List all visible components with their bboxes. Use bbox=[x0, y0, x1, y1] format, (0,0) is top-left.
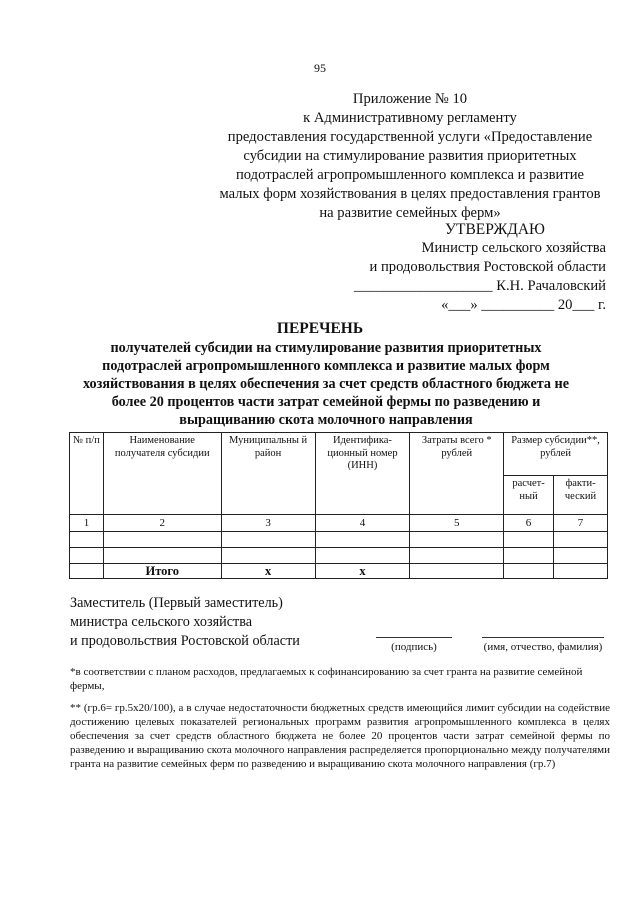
column-number: 5 bbox=[410, 515, 504, 532]
approval-position-line1: Министр сельского хозяйства bbox=[421, 240, 606, 256]
header-costs: Затраты всего * рублей bbox=[410, 433, 504, 515]
approval-signature-line: ___________________ К.Н. Рачаловский bbox=[353, 278, 606, 294]
table-row bbox=[70, 531, 608, 547]
empty-cell bbox=[103, 531, 221, 547]
appendix-block bbox=[190, 90, 630, 223]
column-number: 3 bbox=[221, 515, 315, 532]
column-number: 4 bbox=[315, 515, 410, 532]
subtitle-line: более 20 процентов части затрат семейной фермы по разведению и bbox=[111, 394, 541, 410]
signatory-line1: Заместитель (Первый заместитель) bbox=[70, 595, 283, 611]
approval-position-line2: и продовольствия Ростовской области bbox=[369, 259, 606, 275]
approval-date-line: «___» __________ 20___ г. bbox=[441, 297, 606, 313]
column-number: 2 bbox=[103, 515, 221, 532]
appendix-line: подотраслей агропромышленного комплекса и развитие bbox=[236, 167, 584, 183]
header-name: Наименование получателя субсидии bbox=[103, 433, 221, 515]
appendix-line: Приложение № 10 bbox=[352, 91, 468, 107]
signatory-line3: и продовольствия Ростовской области bbox=[70, 633, 300, 649]
empty-cell bbox=[70, 563, 104, 578]
footnote-2: ** (гр.6= гр.5х20/100), а в случае недостаточности бюджетных средств имеющийся лимит субсидии на содействие достижению целевых показателей региональных программ развития агропромышленного комплекса в целях обеспечения за счет средств областного бюджета не более 20 процентов части затрат семейной фермы по разведению и выращиванию скота молочного направления распределяется пропорционально между получателями гранта на развитие семейных ферм по разведению и выращиванию скота молочного направления (гр.7) bbox=[70, 702, 610, 770]
appendix-line: к Административному регламенту bbox=[303, 110, 517, 126]
empty-cell bbox=[504, 563, 554, 578]
total-district-mark: х bbox=[221, 563, 315, 578]
empty-cell bbox=[315, 547, 410, 563]
column-number: 1 bbox=[70, 515, 104, 532]
total-label: Итого bbox=[103, 563, 221, 578]
subtitle-line: выращиванию скота молочного направления bbox=[179, 412, 473, 428]
approval-block bbox=[330, 220, 630, 315]
recipients-table bbox=[69, 432, 608, 579]
signatory-line2: министра сельского хозяйства bbox=[70, 614, 253, 630]
empty-cell bbox=[410, 547, 504, 563]
header-calc: расчет-ный bbox=[504, 476, 554, 515]
column-number: 7 bbox=[554, 515, 608, 532]
header-district: Муниципальны й район bbox=[221, 433, 315, 515]
column-number-row bbox=[70, 515, 608, 532]
empty-cell bbox=[103, 547, 221, 563]
header-num: № п/п bbox=[70, 433, 104, 515]
empty-cell bbox=[554, 547, 608, 563]
empty-cell bbox=[70, 531, 104, 547]
page-number: 95 bbox=[314, 61, 326, 75]
empty-cell bbox=[315, 531, 410, 547]
document-title: ПЕРЕЧЕНЬ bbox=[276, 320, 364, 337]
document-subtitle bbox=[60, 339, 592, 429]
column-number: 6 bbox=[504, 515, 554, 532]
appendix-line: на развитие семейных ферм» bbox=[319, 205, 501, 221]
appendix-line: малых форм хозяйствования в целях предоставления грантов bbox=[219, 186, 601, 202]
header-fact: факти-ческий bbox=[554, 476, 608, 515]
appendix-line: предоставления государственной услуги «Предоставление bbox=[227, 129, 593, 145]
signatory-block bbox=[70, 594, 300, 651]
empty-cell bbox=[554, 531, 608, 547]
footnote-1: *в соответствии с планом расходов, предлагаемых к софинансированию за счет гранта на развитие семейной фермы, bbox=[70, 666, 583, 692]
signature-underline bbox=[376, 637, 452, 638]
name-caption: (имя, отчество, фамилия) bbox=[483, 641, 603, 653]
subtitle-line: хозяйствования в целях обеспечения за счет средств областного бюджета не bbox=[82, 376, 570, 392]
total-inn-mark: х bbox=[315, 563, 410, 578]
empty-cell bbox=[221, 531, 315, 547]
empty-cell bbox=[410, 563, 504, 578]
signature-caption: (подпись) bbox=[391, 641, 437, 653]
empty-cell bbox=[504, 531, 554, 547]
subtitle-line: подотраслей агропромышленного комплекса и развитие малых форм bbox=[102, 358, 550, 374]
header-subsidy: Размер субсидии**, рублей bbox=[504, 433, 608, 476]
empty-cell bbox=[554, 563, 608, 578]
appendix-line: субсидии на стимулирование развития приоритетных bbox=[243, 148, 577, 164]
approval-heading: УТВЕРЖДАЮ bbox=[445, 221, 545, 238]
empty-cell bbox=[70, 547, 104, 563]
total-row bbox=[70, 563, 608, 578]
empty-cell bbox=[504, 547, 554, 563]
empty-cell bbox=[410, 531, 504, 547]
subtitle-line: получателей субсидии на стимулирование развития приоритетных bbox=[110, 340, 542, 356]
header-inn: Идентифика-ционный номер (ИНН) bbox=[315, 433, 410, 515]
name-underline bbox=[482, 637, 604, 638]
table-row bbox=[70, 547, 608, 563]
empty-cell bbox=[221, 547, 315, 563]
